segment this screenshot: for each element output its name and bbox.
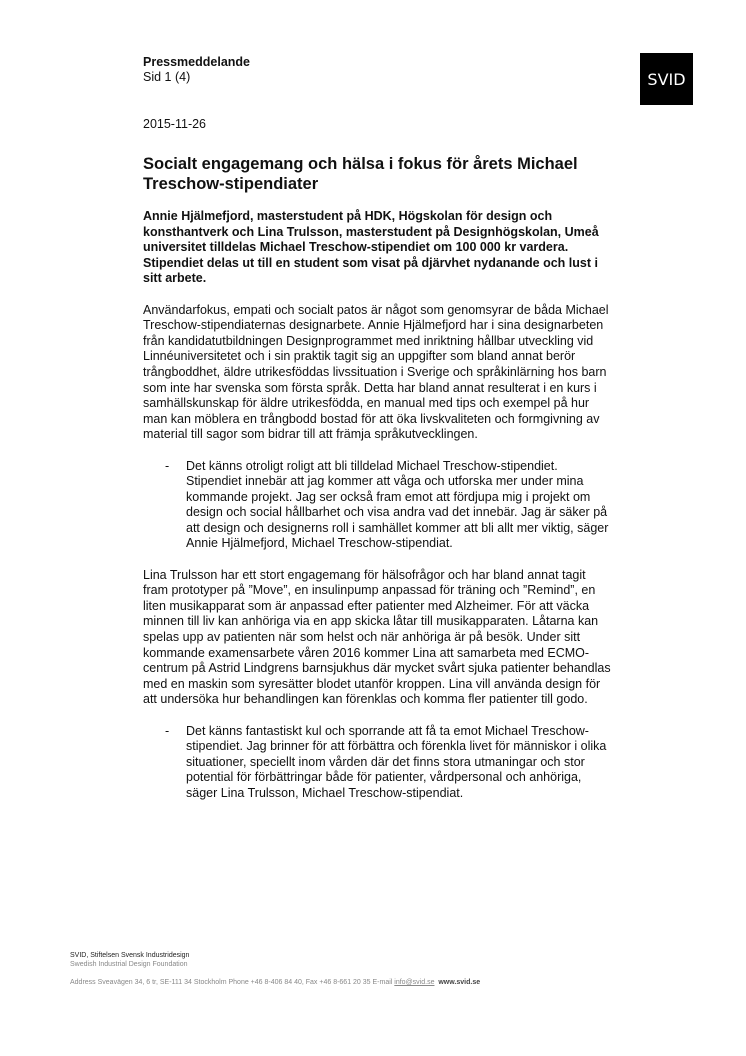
svid-logo: SVID [640, 53, 693, 105]
footer-organization-english: Swedish Industrial Design Foundation [70, 961, 188, 968]
page-number: Sid 1 (4) [143, 70, 191, 84]
body-paragraph-1: Användarfokus, empati och socialt patos är något som genomsyrar de båda Michael Treschow-stipendiaternas designarbete. Annie Hjälmefjord har i sina designarbeten från kandidatutbildningen Designprogrammet med inriktning hållbar utveckling vid Linnéuniversitetet och i sin praktik tagit sig an uppgifter som bland annat berör trångboddhet, äldre utrikesföddas livssituation i Sverige och språkinlärning hos barn som inte har svenska som första språk. Detta har bland annat resulterat i en kurs i samhällskunskap för äldre utrikesfödda, en manual med tips och exempel på hur man kan möblera en trångbodd bostad för att öka livskvaliteten och formgivning av material till sagor som bidrar till att främja språkutvecklingen. [143, 302, 609, 442]
quote-text: Det känns otroligt roligt att bli tilldelad Michael Treschow-stipendiet. Stipendiet innebär att jag kommer att våga och utforska mer under mina kommande projekt. Jag ser också fram emot att fördjupa mig i projekt om design och social hållbarhet och visa andra vad det innebär. Jag är säker på att design och designerns roll i samhället kommer att bli allt mer viktig, säger Annie Hjälmefjord, Michael Treschow-stipendiat. [186, 458, 609, 551]
document-type-label: Pressmeddelande [143, 55, 250, 69]
lead-paragraph: Annie Hjälmefjord, masterstudent på HDK, Högskolan för design och konsthantverk och Lina Trulsson, masterstudent på Designhögskolan, Umeå universitet tilldelas Michael Treschow-stipendiet om 100 000 kr vardera. Stipendiet delas ut till en student som visat på djärvhet nydanande och lust i sitt arbete. [143, 209, 599, 286]
body-paragraph-2: Lina Trulsson har ett stort engagemang för hälsofrågor och har bland annat tagit fram prototyper på ”Move”, en insulinpump anpassad för träning och ”Remind”, en liten musikapparat som är anpassad efter patienter med Alzheimer. För att väcka minnen till liv kan anhöriga via en app skicka låtar till musikapparaten. Låtarna kan spelas upp av patienten när som helst och när anhöriga är på besök. Under sitt kommande examensarbete våren 2016 kommer Lina att samarbeta med ECMO-centrum på Astrid Lindgrens barnsjukhus där mycket svårt sjuka patienter behandlas med en maskin som syresätter blodet utanför kroppen. Lina vill använda design för att undersöka hur behandlingen kan förenklas och komma fler patienter till godo. [143, 567, 611, 707]
press-release-title: Socialt engagemang och hälsa i fokus för årets Michael Treschow-stipendiater [143, 155, 578, 193]
quote-dash: - [165, 458, 170, 473]
footer-website-link[interactable]: www.svid.se [438, 979, 481, 986]
press-release-body [143, 209, 613, 817]
quote-annie [143, 459, 613, 553]
quote-dash: - [165, 723, 170, 738]
footer-email-link[interactable]: info@svid.se [394, 979, 435, 986]
quote-text: Det känns fantastiskt kul och sporrande att få ta emot Michael Treschow-stipendiet. Jag brinner för att förbättra och förenkla livet för människor i olika situationer, speciellt inom vården där det finns stora utmaningar och stor potential för förbättringar både för patienter, vårdpersonal och anhöriga, säger Lina Trulsson, Michael Treschow-stipendiat. [186, 723, 607, 800]
footer-address-text: Address Sveavägen 34, 6 tr, SE-111 34 Stockholm Phone +46 8-406 84 40, Fax +46 8-661 20 35 E-mail [70, 979, 395, 986]
footer-organization: SVID, Stiftelsen Svensk Industridesign [70, 952, 190, 959]
quote-lina [143, 724, 613, 802]
press-release-date: 2015-11-26 [143, 117, 207, 131]
footer-address [70, 978, 480, 987]
